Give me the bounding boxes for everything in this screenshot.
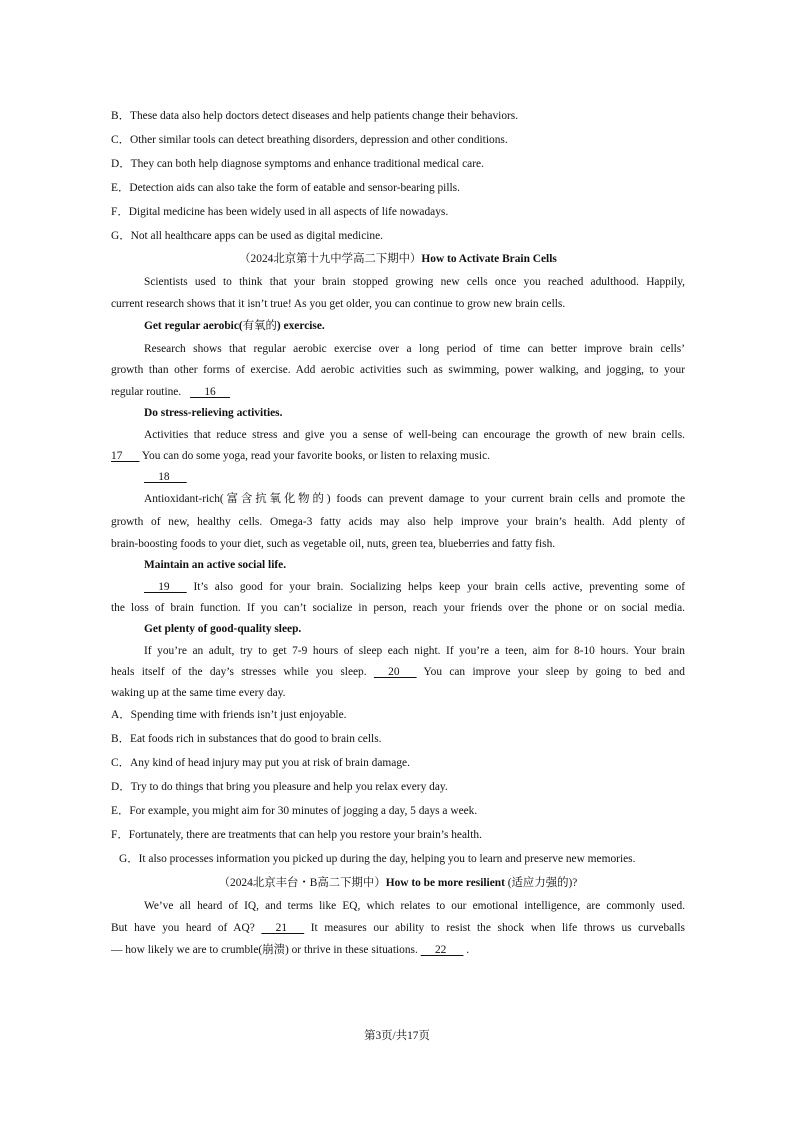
para4-line2: the loss of brain function. If you can’t socialize in person, reach your friends over the phone or on social media. — [111, 602, 685, 614]
para2-line2: 17 You can do some yoga, read your favorite books, or listen to relaxing music. — [111, 450, 490, 462]
option-a: A．Spending time with friends isn’t just enjoyable. — [111, 709, 347, 721]
passage1-heading — [111, 252, 685, 266]
para2-line1: Activities that reduce stress and give you a sense of well-being can encourage the growth of new brain cells. — [144, 429, 685, 441]
passage2-heading — [111, 876, 685, 890]
para3-line2: growth of new, healthy cells. Omega-3 fatty acids may also help improve your brain’s health. Add plenty of — [111, 516, 685, 528]
option-d-prev: D．They can both help diagnose symptoms and enhance traditional medical care. — [111, 158, 484, 170]
passage2-source: （2024北京丰台・B高二下期中） — [218, 877, 386, 889]
blank-16[interactable]: 16 — [190, 386, 230, 398]
passage2-title: How to be more resilient — [385, 877, 505, 889]
passage2-title-cn: (适应力强的)? — [504, 877, 578, 889]
passage1-source: （2024北京第十九中学高二下期中） — [239, 253, 422, 265]
passage2-line1: We’ve all heard of IQ, and terms like EQ, which relates to our emotional intelligence, are commonly used. — [144, 900, 685, 912]
blank-21[interactable]: 21 — [261, 922, 305, 934]
para1-line3: regular routine. 16 — [111, 386, 230, 398]
subheading-social: Maintain an active social life. — [144, 559, 287, 571]
para4-line1: 19 It’s also good for your brain. Socializing helps keep your brain cells active, preventing some of — [144, 581, 685, 593]
para5-line1: If you’re an adult, try to get 7-9 hours of sleep each night. If you’re a teen, aim for 8-10 hours. Your brain — [144, 645, 685, 657]
subheading-sleep: Get plenty of good-quality sleep. — [144, 623, 302, 635]
option-f-prev: F．Digital medicine has been widely used in all aspects of life nowadays. — [111, 206, 449, 218]
passage1-intro-line2: current research shows that it isn’t true! As you get older, you can continue to grow new brain cells. — [111, 298, 566, 310]
option-d: D．Try to do things that bring you pleasure and help you relax every day. — [111, 781, 448, 793]
para1-line2: growth than other forms of exercise. Add aerobic activities such as swimming, power walking, and jogging, to your — [111, 364, 685, 376]
blank-17[interactable]: 17 — [111, 450, 140, 462]
option-c-prev: C．Other similar tools can detect breathing disorders, depression and other conditions. — [111, 134, 508, 146]
option-f: F．Fortunately, there are treatments that can help you restore your brain’s health. — [111, 829, 482, 841]
para5-line2: heals itself of the day’s stresses while you sleep. 20 You can improve your sleep by going to bed and — [111, 666, 685, 678]
option-b-prev: B．These data also help doctors detect diseases and help patients change their behaviors. — [111, 110, 519, 122]
option-g-prev: G．Not all healthcare apps can be used as digital medicine. — [111, 230, 384, 242]
subheading-aerobic-cn: 有氧的 — [242, 320, 277, 332]
blank-20[interactable]: 20 — [373, 666, 417, 678]
page-footer: 第3页/共17页 — [364, 1030, 430, 1042]
blank-19[interactable]: 19 — [144, 581, 187, 593]
passage2-line3: — how likely we are to crumble(崩溃) or thrive in these situations. 22 . — [111, 944, 470, 956]
option-e: E．For example, you might aim for 30 minutes of jogging a day, 5 days a week. — [111, 805, 478, 817]
para3-heading-blank — [144, 470, 685, 484]
option-b: B．Eat foods rich in substances that do good to brain cells. — [111, 733, 382, 745]
para3-line1: Antioxidant-rich(富含抗氧化物的) foods can prevent damage to your current brain cells and promote the — [144, 493, 685, 505]
option-g: G．It also processes information you picked up during the day, helping you to learn and preserve new memories. — [119, 853, 636, 865]
para5-line3: waking up at the same time every day. — [111, 687, 286, 699]
blank-22[interactable]: 22 — [420, 944, 464, 956]
subheading-stress: Do stress-relieving activities. — [144, 407, 283, 419]
option-c: C．Any kind of head injury may put you at risk of brain damage. — [111, 757, 410, 769]
para3-line3: brain-boosting foods to your diet, such as vegetable oil, nuts, green tea, blueberries and fatty fish. — [111, 538, 556, 550]
blank-18[interactable]: 18 — [144, 471, 187, 483]
option-e-prev: E．Detection aids can also take the form of eatable and sensor-bearing pills. — [111, 182, 460, 194]
passage1-intro-line1: Scientists used to think that your brain stopped growing new cells once you reached adulthood. Happily, — [144, 276, 685, 288]
subheading-aerobic: Get regular aerobic(有氧的) exercise. — [144, 320, 325, 332]
passage1-title: How to Activate Brain Cells — [421, 253, 557, 265]
para1-line1: Research shows that regular aerobic exercise over a long period of time can better improve brain cells’ — [144, 343, 685, 355]
passage2-line2: But have you heard of AQ? 21 It measures our ability to resist the shock when life throws us curveballs — [111, 922, 685, 934]
